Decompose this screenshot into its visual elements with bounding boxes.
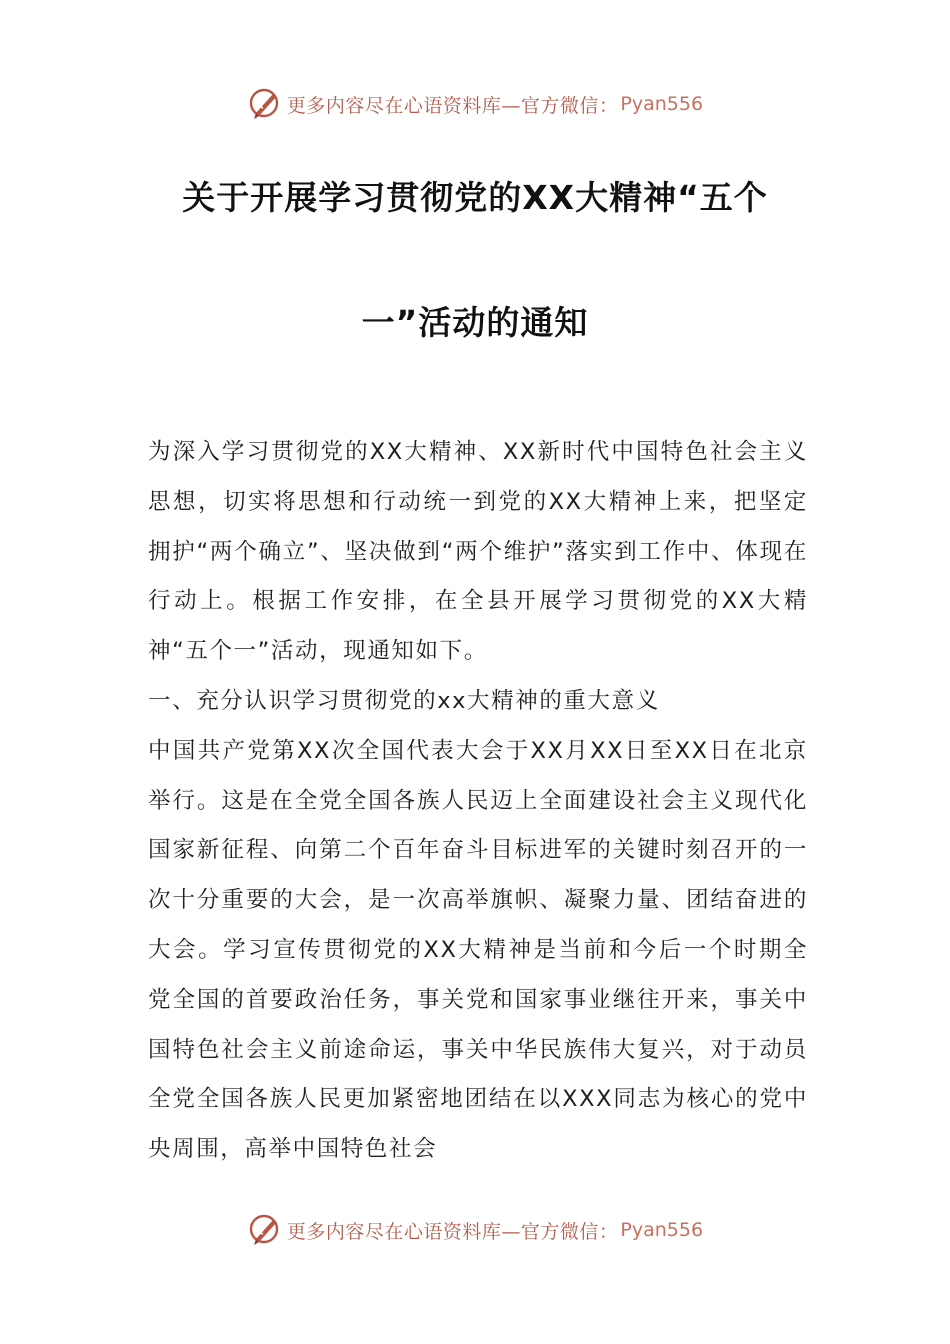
- watermark-text: 更多内容尽在心语资料库—官方微信：: [286, 1220, 619, 1243]
- footer-watermark: [0, 1210, 950, 1250]
- intro-paragraph: 为深入学习贯彻党的XX大精神、XX新时代中国特色社会主义思想，切实将思想和行动统一到党的XX大精神上来，把坚定拥护“两个确立”、坚决做到“两个维护”落实到工作中、体现在行动上。根据工作安排，在全县开展学习贯彻党的XX大精神“五个一”活动，现通知如下。: [148, 439, 808, 665]
- watermark-wechat-id: Pyan556: [620, 1219, 704, 1241]
- header-watermark: [0, 84, 950, 124]
- document-title-line-2: 一”活动的通知: [361, 303, 589, 342]
- pen-logo-icon: [247, 86, 283, 122]
- section-heading-1: 一、充分认识学习贯彻党的xx大精神的重大意义: [148, 687, 660, 714]
- document-body: [148, 428, 808, 1175]
- pen-logo-icon: [247, 1212, 283, 1248]
- watermark-wechat-id: Pyan556: [620, 93, 704, 115]
- document-title-line-1: 关于开展学习贯彻党的XX大精神“五个: [182, 178, 768, 217]
- section-1-paragraph: 中国共产党第XX次全国代表大会于XX月XX日至XX日在北京举行。这是在全党全国各族人民迈上全面建设社会主义现代化国家新征程、向第二个百年奋斗目标进军的关键时刻召开的一次十分重要的大会，是一次高举旗帜、凝聚力量、团结奋进的大会。学习宣传贯彻党的XX大精神是当前和今后一个时期全党全国的首要政治任务，事关党和国家事业继往开来，事关中国特色社会主义前途命运，事关中华民族伟大复兴，对于动员全党全国各族人民更加紧密地团结在以XXX同志为核心的党中央周围，高举中国特色社会: [148, 737, 808, 1163]
- watermark-text: 更多内容尽在心语资料库—官方微信：: [286, 94, 619, 117]
